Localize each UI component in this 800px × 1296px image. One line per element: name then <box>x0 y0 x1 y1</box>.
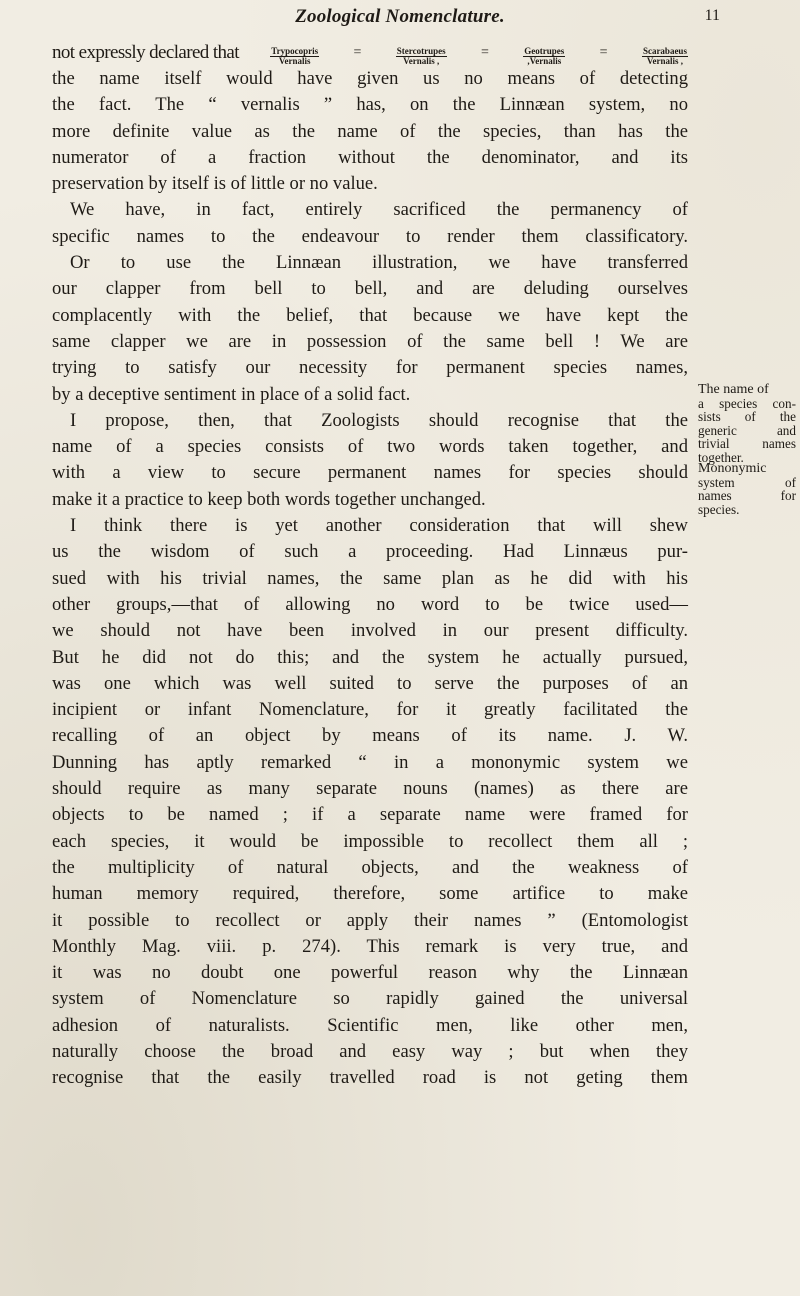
fraction-denominator: ,Vernalis <box>527 56 562 66</box>
first-line-lead: not expressly declared that <box>52 41 239 63</box>
text-line: the name itself would have given us no means of detecting <box>52 68 688 89</box>
text-line: Monthly Mag. viii. p. 274). This remark is very true, and <box>52 935 688 957</box>
text-line: But he did not do this; and the system he actually pursued, <box>52 646 688 668</box>
margin-note-line: The name of <box>698 382 769 397</box>
margin-note-line: together. <box>698 449 744 465</box>
text-line: it was no doubt one powerful reason why the Linnæan <box>52 962 688 984</box>
text-line: I think there is yet another consideration that will shew <box>70 515 688 537</box>
fraction-stercotrupes <box>396 47 447 66</box>
first-line-with-fractions <box>52 36 688 66</box>
text-line: each species, it would be impossible to recollect them all ; <box>52 830 688 852</box>
fraction-numerator: Scarabaeus <box>642 46 687 56</box>
text-line: it possible to recollect or apply their names ” (Entomologist <box>52 909 688 931</box>
text-line: the multiplicity of natural objects, and the weakness of <box>52 856 688 878</box>
body-text <box>52 36 688 1092</box>
text-line: objects to be named ; if a separate name were framed for <box>52 804 688 826</box>
text-line: Or to use the Linnæan illustration, we have transferred <box>70 252 688 274</box>
text-line: with a view to secure permanent names for species should <box>52 462 688 484</box>
running-title: Zoological Nomenclature. <box>295 6 505 27</box>
text-line: more definite value as the name of the species, than has the <box>52 120 688 142</box>
margin-note-line: trivial names <box>698 436 796 452</box>
equals-sign: = <box>353 44 362 60</box>
fraction-numerator: Geotrupes <box>524 46 565 56</box>
margin-note-mononymic <box>698 462 796 516</box>
margin-note-line: generic and <box>698 422 796 438</box>
text-line: complacently with the belief, that because we have kept the <box>52 304 688 326</box>
text-line: was one which was well suited to serve the purposes of an <box>52 672 688 694</box>
margin-note-line: sists of the <box>698 409 796 425</box>
text-line: Dunning has aptly remarked “ in a mononymic system we <box>52 751 688 773</box>
text-line: sued with his trivial names, the same plan as he did with his <box>52 567 688 589</box>
fraction-numerator: Stercotrupes <box>396 46 446 56</box>
text-line: numerator of a fraction without the denominator, and its <box>52 146 688 168</box>
text-line: other groups,—that of allowing no word to be twice used— <box>52 593 688 615</box>
page-number: 11 <box>704 7 720 24</box>
text-line: us the wisdom of such a proceeding. Had Linnæus pur- <box>52 541 688 563</box>
text-line: recalling of an object by means of its name. J. W. <box>52 725 688 747</box>
text-line: specific names to the endeavour to render them classificatory. <box>52 225 688 247</box>
margin-note-species-name <box>698 383 796 465</box>
margin-note-line: system of <box>698 474 796 490</box>
text-line: by a deceptive sentiment in place of a solid fact. <box>52 383 411 405</box>
equals-sign: = <box>481 44 489 60</box>
text-line: we should not have been involved in our present difficulty. <box>52 620 688 642</box>
text-line: same clapper we are in possession of the same bell ! We are <box>52 330 688 352</box>
text-line: naturally choose the broad and easy way ; but when they <box>52 1040 688 1062</box>
text-line: the fact. The “ vernalis ” has, on the Linnæan system, no <box>52 94 688 116</box>
fraction-geotrupes <box>523 47 565 66</box>
text-line: our clapper from bell to bell, and are deluding ourselves <box>52 278 688 300</box>
equals-sign: = <box>599 44 608 60</box>
fraction-numerator: Trypocopris <box>271 46 319 56</box>
fraction-trypocopris <box>270 47 319 66</box>
text-line: should require as many separate nouns (names) as there are <box>52 778 688 800</box>
fraction-scarabaeus <box>642 47 688 66</box>
margin-note-line: species. <box>698 501 740 517</box>
text-line: human memory required, therefore, some artifice to make <box>52 883 688 905</box>
margin-note-line: Mononymic <box>698 461 767 476</box>
text-line: I propose, then, that Zoologists should recognise that the <box>70 409 688 431</box>
text-line: recognise that the easily travelled road is not geting them <box>52 1067 688 1089</box>
margin-note-line: a species con- <box>698 395 796 411</box>
text-line: adhesion of naturalists. Scientific men, like other men, <box>52 1014 688 1036</box>
fraction-denominator: Vernalis , <box>403 56 440 66</box>
text-line: trying to satisfy our necessity for permanent species names, <box>52 357 688 379</box>
running-head <box>0 6 800 34</box>
text-line: preservation by itself is of little or no value. <box>52 173 378 195</box>
fraction-denominator: Vernalis <box>278 56 311 66</box>
text-line: make it a practice to keep both words together unchanged. <box>52 488 486 510</box>
text-line: We have, in fact, entirely sacrificed the permanency of <box>70 199 688 221</box>
text-line: incipient or infant Nomenclature, for it greatly facilitated the <box>52 699 688 721</box>
text-line: system of Nomenclature so rapidly gained the universal <box>52 988 688 1010</box>
margin-note-line: names for <box>698 488 796 504</box>
text-line: name of a species consists of two words taken together, and <box>52 436 688 458</box>
fraction-denominator: Vernalis , <box>646 56 684 66</box>
